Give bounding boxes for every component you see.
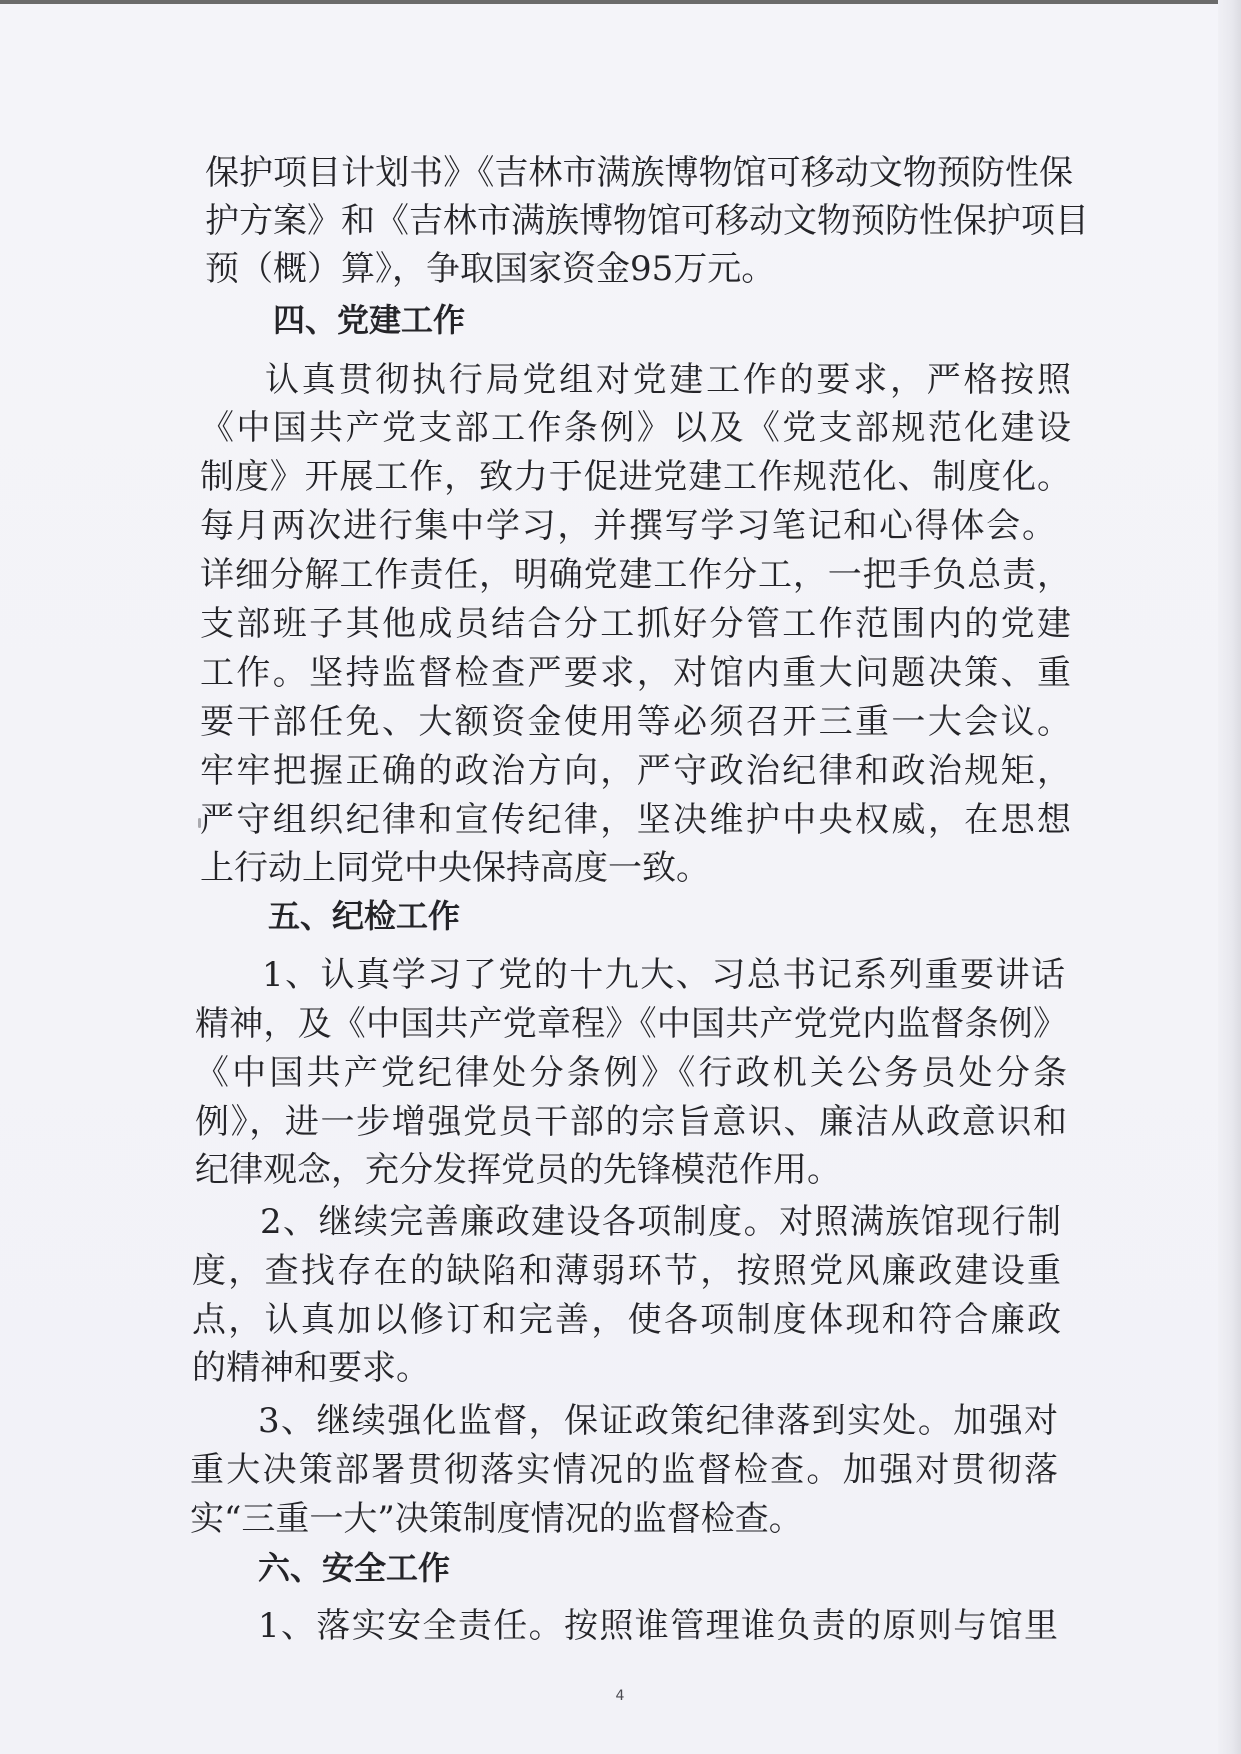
body-line — [0, 1445, 1241, 1495]
body-line-text: 度，查找存在的缺陷和薄弱环节，按照党风廉政建设重 — [192, 1251, 1061, 1291]
body-line — [0, 403, 1241, 453]
body-line — [0, 1145, 1241, 1195]
body-line-text: 重大决策部署贯彻落实情况的监督检查。加强对贯彻落 — [190, 1450, 1058, 1490]
body-line — [0, 1295, 1241, 1345]
body-line — [0, 950, 1241, 1000]
body-line-text: 3、继续强化监督，保证政策纪律落到实处。加强对 — [258, 1401, 1058, 1441]
body-line-text: 要干部任免、大额资金使用等必须召开三重一大会议。 — [200, 702, 1071, 742]
body-line — [0, 599, 1241, 649]
body-line-text: 详细分解工作责任，明确党建工作分工，一把手负总责， — [200, 555, 1071, 595]
body-line — [0, 355, 1241, 405]
body-line — [0, 999, 1241, 1049]
body-line-text: 牢牢把握正确的政治方向，严守政治纪律和政治规矩， — [200, 751, 1071, 791]
body-line-text: 点，认真加以修订和完善，使各项制度体现和符合廉政 — [192, 1300, 1061, 1340]
body-line — [0, 452, 1241, 502]
body-line — [0, 795, 1241, 845]
body-line-text: 预（概）算》，争取国家资金95万元。 — [205, 249, 776, 289]
section-heading-text: 六、安全工作 — [258, 1549, 451, 1587]
body-line-text: 上行动上同党中央保持高度一致。 — [200, 848, 710, 888]
body-line — [0, 697, 1241, 747]
body-line-text: 例》，进一步增强党员干部的宗旨意识、廉洁从政意识和 — [195, 1102, 1067, 1142]
body-line — [0, 1197, 1241, 1247]
scan-top-edge — [0, 0, 1241, 4]
body-line — [0, 1494, 1241, 1544]
body-line-text: 1、落实安全责任。按照谁管理谁负责的原则与馆里 — [258, 1606, 1058, 1646]
section-heading-text: 五、纪检工作 — [268, 897, 461, 935]
body-line-text: 1、认真学习了党的十九大、习总书记系列重要讲话 — [262, 955, 1065, 995]
body-line — [0, 1097, 1241, 1147]
body-line — [0, 1048, 1241, 1098]
body-line-text: 《中国共产党纪律处分条例》《行政机关公务员处分条 — [195, 1053, 1067, 1093]
body-line — [0, 1343, 1241, 1393]
body-line — [0, 148, 1241, 198]
body-line — [0, 1601, 1241, 1651]
body-line-text: 的精神和要求。 — [192, 1348, 430, 1388]
body-line-text: 严守组织纪律和宣传纪律，坚决维护中央权威，在思想 — [200, 800, 1071, 840]
body-line — [0, 1246, 1241, 1296]
page-number: 4 — [615, 1688, 625, 1704]
body-line-text: 每月两次进行集中学习，并撰写学习笔记和心得体会。 — [200, 506, 1056, 546]
body-line — [0, 648, 1241, 698]
body-line-text: 保护项目计划书》《吉林市满族博物馆可移动文物预防性保 — [205, 153, 1073, 193]
body-line-text: 制度》开展工作，致力于促进党建工作规范化、制度化。 — [200, 457, 1071, 497]
body-line — [0, 501, 1241, 551]
body-line — [0, 1396, 1241, 1446]
body-line-text: 支部班子其他成员结合分工抓好分管工作范围内的党建 — [200, 604, 1071, 644]
body-line — [0, 550, 1241, 600]
body-line-text: 护方案》和《吉林市满族博物馆可移动文物预防性保护项目 — [205, 201, 1089, 241]
section-heading — [0, 1543, 1241, 1593]
body-line-text: 精神，及《中国共产党章程》《中国共产党党内监督条例》 — [195, 1004, 1067, 1044]
body-line-text: 实“三重一大”决策制度情况的监督检查。 — [190, 1499, 803, 1539]
section-heading-text: 四、党建工作 — [273, 301, 466, 339]
body-line-text: 《中国共产党支部工作条例》以及《党支部规范化建设 — [200, 408, 1071, 448]
body-line — [0, 196, 1241, 246]
body-line-text: 工作。坚持监督检查严要求，对馆内重大问题决策、重 — [200, 653, 1071, 693]
body-line — [0, 244, 1241, 294]
section-heading — [0, 891, 1241, 941]
body-line — [0, 746, 1241, 796]
body-line-text: 纪律观念，充分发挥党员的先锋模范作用。 — [195, 1150, 841, 1190]
body-line-text: 2、继续完善廉政建设各项制度。对照满族馆现行制 — [260, 1202, 1061, 1242]
body-line-text: 认真贯彻执行局党组对党建工作的要求，严格按照 — [265, 360, 1071, 400]
section-heading — [0, 295, 1241, 345]
body-line — [0, 843, 1241, 893]
